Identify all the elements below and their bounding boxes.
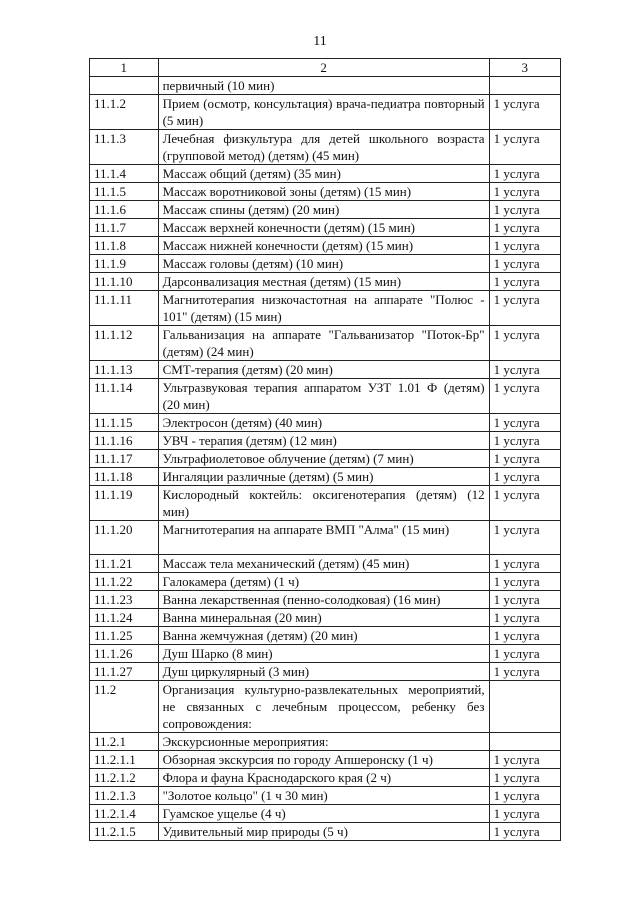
row-code: 11.1.18 — [90, 468, 159, 486]
row-code: 11.1.27 — [90, 663, 159, 681]
row-name: Флора и фауна Краснодарского края (2 ч) — [158, 769, 489, 787]
table-row — [90, 361, 561, 379]
page-number: 11 — [313, 34, 327, 49]
row-name: Гуамское ущелье (4 ч) — [158, 805, 489, 823]
row-unit: 1 услуга — [489, 273, 560, 291]
row-name: Массаж тела механический (детям) (45 мин) — [158, 555, 489, 573]
row-name: Душ Шарко (8 мин) — [158, 645, 489, 663]
row-code: 11.1.16 — [90, 432, 159, 450]
table-row — [90, 486, 561, 521]
table-row — [90, 77, 561, 95]
row-code: 11.2.1.1 — [90, 751, 159, 769]
row-code: 11.1.9 — [90, 255, 159, 273]
row-name: Экскурсионные мероприятия: — [158, 733, 489, 751]
row-name: Кислородный коктейль: оксигенотерапия (детям) (12 мин) — [158, 486, 489, 521]
row-unit: 1 услуга — [489, 627, 560, 645]
row-code: 11.1.19 — [90, 486, 159, 521]
row-name: Ультразвуковая терапия аппаратом УЗТ 1.01 Ф (детям) (20 мин) — [158, 379, 489, 414]
row-code: 11.1.13 — [90, 361, 159, 379]
row-code: 11.1.23 — [90, 591, 159, 609]
table-row — [90, 326, 561, 361]
row-name: Душ циркулярный (3 мин) — [158, 663, 489, 681]
row-unit: 1 услуга — [489, 361, 560, 379]
row-unit — [489, 77, 560, 95]
table-row — [90, 165, 561, 183]
table-row — [90, 201, 561, 219]
row-name: Ингаляции различные (детям) (5 мин) — [158, 468, 489, 486]
table-row — [90, 733, 561, 751]
table-row — [90, 130, 561, 165]
table-row — [90, 237, 561, 255]
row-name: Удивительный мир природы (5 ч) — [158, 823, 489, 841]
table-row — [90, 379, 561, 414]
row-unit: 1 услуга — [489, 751, 560, 769]
table-row — [90, 805, 561, 823]
row-code: 11.1.10 — [90, 273, 159, 291]
row-code: 11.1.15 — [90, 414, 159, 432]
row-code: 11.1.8 — [90, 237, 159, 255]
table-row — [90, 414, 561, 432]
row-unit: 1 услуга — [489, 326, 560, 361]
table-row — [90, 609, 561, 627]
row-unit: 1 услуга — [489, 645, 560, 663]
row-unit: 1 услуга — [489, 219, 560, 237]
row-unit: 1 услуга — [489, 379, 560, 414]
row-unit: 1 услуга — [489, 201, 560, 219]
row-unit — [489, 733, 560, 751]
row-name: Организация культурно-развлекательных мероприятий, не связанных с лечебным процессом, ребенку без сопровождения: — [158, 681, 489, 733]
table-row — [90, 751, 561, 769]
row-unit: 1 услуга — [489, 183, 560, 201]
row-name: Массаж верхней конечности (детям) (15 мин) — [158, 219, 489, 237]
row-code — [90, 77, 159, 95]
row-unit: 1 услуга — [489, 521, 560, 555]
row-unit: 1 услуга — [489, 291, 560, 326]
row-code: 11.1.22 — [90, 573, 159, 591]
table-row — [90, 95, 561, 130]
row-name: "Золотое кольцо" (1 ч 30 мин) — [158, 787, 489, 805]
row-unit: 1 услуга — [489, 255, 560, 273]
row-code: 11.1.5 — [90, 183, 159, 201]
row-name: Дарсонвализация местная (детям) (15 мин) — [158, 273, 489, 291]
header-col-3: 3 — [489, 59, 560, 77]
row-name: Ванна жемчужная (детям) (20 мин) — [158, 627, 489, 645]
row-unit: 1 услуга — [489, 414, 560, 432]
row-code: 11.1.26 — [90, 645, 159, 663]
row-code: 11.2.1 — [90, 733, 159, 751]
row-code: 11.1.14 — [90, 379, 159, 414]
row-name: Ванна минеральная (20 мин) — [158, 609, 489, 627]
row-unit: 1 услуга — [489, 573, 560, 591]
row-unit: 1 услуга — [489, 823, 560, 841]
row-name: Массаж спины (детям) (20 мин) — [158, 201, 489, 219]
row-code: 11.1.12 — [90, 326, 159, 361]
row-unit: 1 услуга — [489, 468, 560, 486]
table-row — [90, 627, 561, 645]
row-unit — [489, 681, 560, 733]
row-name: Электросон (детям) (40 мин) — [158, 414, 489, 432]
row-name: Обзорная экскурсия по городу Апшеронску (1 ч) — [158, 751, 489, 769]
row-name: Лечебная физкультура для детей школьного возраста (групповой метод) (детям) (45 мин) — [158, 130, 489, 165]
row-name: Галокамера (детям) (1 ч) — [158, 573, 489, 591]
row-unit: 1 услуга — [489, 237, 560, 255]
table-row — [90, 468, 561, 486]
row-unit: 1 услуга — [489, 165, 560, 183]
row-code: 11.1.24 — [90, 609, 159, 627]
row-code: 11.1.20 — [90, 521, 159, 555]
row-unit: 1 услуга — [489, 432, 560, 450]
row-code: 11.2.1.5 — [90, 823, 159, 841]
table-row — [90, 291, 561, 326]
table-row — [90, 521, 561, 555]
table-row — [90, 183, 561, 201]
row-unit: 1 услуга — [489, 130, 560, 165]
table-row — [90, 219, 561, 237]
row-code: 11.1.11 — [90, 291, 159, 326]
row-unit: 1 услуга — [489, 591, 560, 609]
row-unit: 1 услуга — [489, 609, 560, 627]
row-name: Массаж общий (детям) (35 мин) — [158, 165, 489, 183]
row-name: Ванна лекарственная (пенно-солодковая) (16 мин) — [158, 591, 489, 609]
table-row — [90, 645, 561, 663]
row-code: 11.1.4 — [90, 165, 159, 183]
row-code: 11.1.25 — [90, 627, 159, 645]
row-name: Гальванизация на аппарате "Гальванизатор "Поток-Бр" (детям) (24 мин) — [158, 326, 489, 361]
row-code: 11.1.7 — [90, 219, 159, 237]
row-code: 11.2.1.4 — [90, 805, 159, 823]
row-unit: 1 услуга — [489, 486, 560, 521]
row-code: 11.1.2 — [90, 95, 159, 130]
table-header-row — [90, 59, 561, 77]
row-name: Ультрафиолетовое облучение (детям) (7 мин) — [158, 450, 489, 468]
header-col-2: 2 — [158, 59, 489, 77]
table-row — [90, 663, 561, 681]
table-row — [90, 432, 561, 450]
table-row — [90, 769, 561, 787]
row-name: Прием (осмотр, консультация) врача-педиатра повторный (5 мин) — [158, 95, 489, 130]
table-row — [90, 681, 561, 733]
row-unit: 1 услуга — [489, 95, 560, 130]
table-row — [90, 573, 561, 591]
row-name: Массаж воротниковой зоны (детям) (15 мин) — [158, 183, 489, 201]
services-table — [89, 58, 561, 841]
header-col-1: 1 — [90, 59, 159, 77]
row-unit: 1 услуга — [489, 769, 560, 787]
row-unit: 1 услуга — [489, 663, 560, 681]
row-name: Массаж головы (детям) (10 мин) — [158, 255, 489, 273]
row-code: 11.2.1.3 — [90, 787, 159, 805]
row-code: 11.1.6 — [90, 201, 159, 219]
row-name: Магнитотерапия низкочастотная на аппарате "Полюс - 101" (детям) (15 мин) — [158, 291, 489, 326]
row-unit: 1 услуга — [489, 555, 560, 573]
row-name: Массаж нижней конечности (детям) (15 мин) — [158, 237, 489, 255]
row-name: СМТ-терапия (детям) (20 мин) — [158, 361, 489, 379]
row-code: 11.1.21 — [90, 555, 159, 573]
row-code: 11.1.17 — [90, 450, 159, 468]
row-code: 11.1.3 — [90, 130, 159, 165]
row-name: УВЧ - терапия (детям) (12 мин) — [158, 432, 489, 450]
table-row — [90, 823, 561, 841]
row-code: 11.2.1.2 — [90, 769, 159, 787]
row-unit: 1 услуга — [489, 787, 560, 805]
row-unit: 1 услуга — [489, 450, 560, 468]
table-row — [90, 555, 561, 573]
row-unit: 1 услуга — [489, 805, 560, 823]
table-row — [90, 591, 561, 609]
row-name: первичный (10 мин) — [158, 77, 489, 95]
table-row — [90, 273, 561, 291]
row-name: Магнитотерапия на аппарате ВМП "Алма" (15 мин) — [158, 521, 489, 555]
table-row — [90, 255, 561, 273]
table-row — [90, 787, 561, 805]
table-row — [90, 450, 561, 468]
row-code: 11.2 — [90, 681, 159, 733]
